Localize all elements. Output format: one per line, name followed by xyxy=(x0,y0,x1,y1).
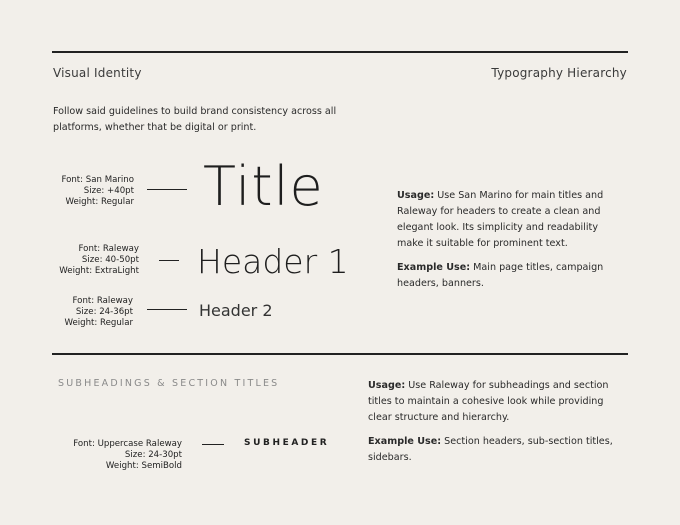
title-spec xyxy=(4,175,134,208)
middle-divider xyxy=(52,353,628,355)
title-spec-weight: Weight: Regular xyxy=(65,197,134,207)
header-typography-hierarchy: Typography Hierarchy xyxy=(491,66,627,80)
title-spec-font: Font: San Marino xyxy=(61,175,134,185)
header2-spec-font: Font: Raleway xyxy=(72,296,133,306)
usage-paragraph-2 xyxy=(368,378,620,426)
title-connector xyxy=(147,189,187,190)
header-visual-identity: Visual Identity xyxy=(53,66,142,80)
example-paragraph-2 xyxy=(368,434,620,466)
header1-spec-font: Font: Raleway xyxy=(78,244,139,254)
example-text-2: Section headers, sub-section titles, sidebars. xyxy=(368,436,613,463)
header2-connector xyxy=(147,309,187,310)
subheader-sample: SUBHEADER xyxy=(244,438,330,448)
title-spec-size: Size: +40pt xyxy=(83,186,134,196)
example-label: Example Use: xyxy=(397,262,471,273)
title-sample: Title xyxy=(203,155,324,218)
header1-sample: Header 1 xyxy=(197,242,349,281)
usage-text: Use San Marino for main titles and Raleway for headers to create a clean and elegant look. Its simplicity and readability make it suitable for prominent text. xyxy=(397,190,604,249)
usage-text-2: Use Raleway for subheadings and section titles to maintain a cohesive look while providing clear structure and hierarchy. xyxy=(368,380,609,423)
header1-spec-weight: Weight: ExtraLight xyxy=(59,266,139,276)
header2-spec-weight: Weight: Regular xyxy=(64,318,133,328)
example-label-2: Example Use: xyxy=(368,436,442,447)
intro-text: Follow said guidelines to build brand consistency across all platforms, whether that be digital or print. xyxy=(53,106,337,133)
subheader-spec-size: Size: 24-30pt xyxy=(124,450,182,460)
usage-block-top xyxy=(397,188,619,292)
example-paragraph xyxy=(397,260,619,292)
usage-label: Usage: xyxy=(397,190,435,201)
header1-spec-size: Size: 40-50pt xyxy=(81,255,139,265)
usage-label-2: Usage: xyxy=(368,380,406,391)
top-divider xyxy=(52,51,628,53)
subheadings-section-label: SUBHEADINGS & SECTION TITLES xyxy=(58,378,280,389)
header1-connector xyxy=(159,260,179,261)
example-text: Main page titles, campaign headers, banners. xyxy=(397,262,604,289)
header2-spec-size: Size: 24-36pt xyxy=(75,307,133,317)
header2-sample: Header 2 xyxy=(199,301,273,320)
subheader-spec xyxy=(52,439,182,472)
subheader-spec-weight: Weight: SemiBold xyxy=(105,461,182,471)
usage-block-bottom xyxy=(368,378,620,466)
subheader-spec-font: Font: Uppercase Raleway xyxy=(73,439,182,449)
subheader-connector xyxy=(202,444,224,445)
usage-paragraph xyxy=(397,188,619,252)
header2-spec xyxy=(3,296,133,329)
header1-spec xyxy=(9,244,139,277)
